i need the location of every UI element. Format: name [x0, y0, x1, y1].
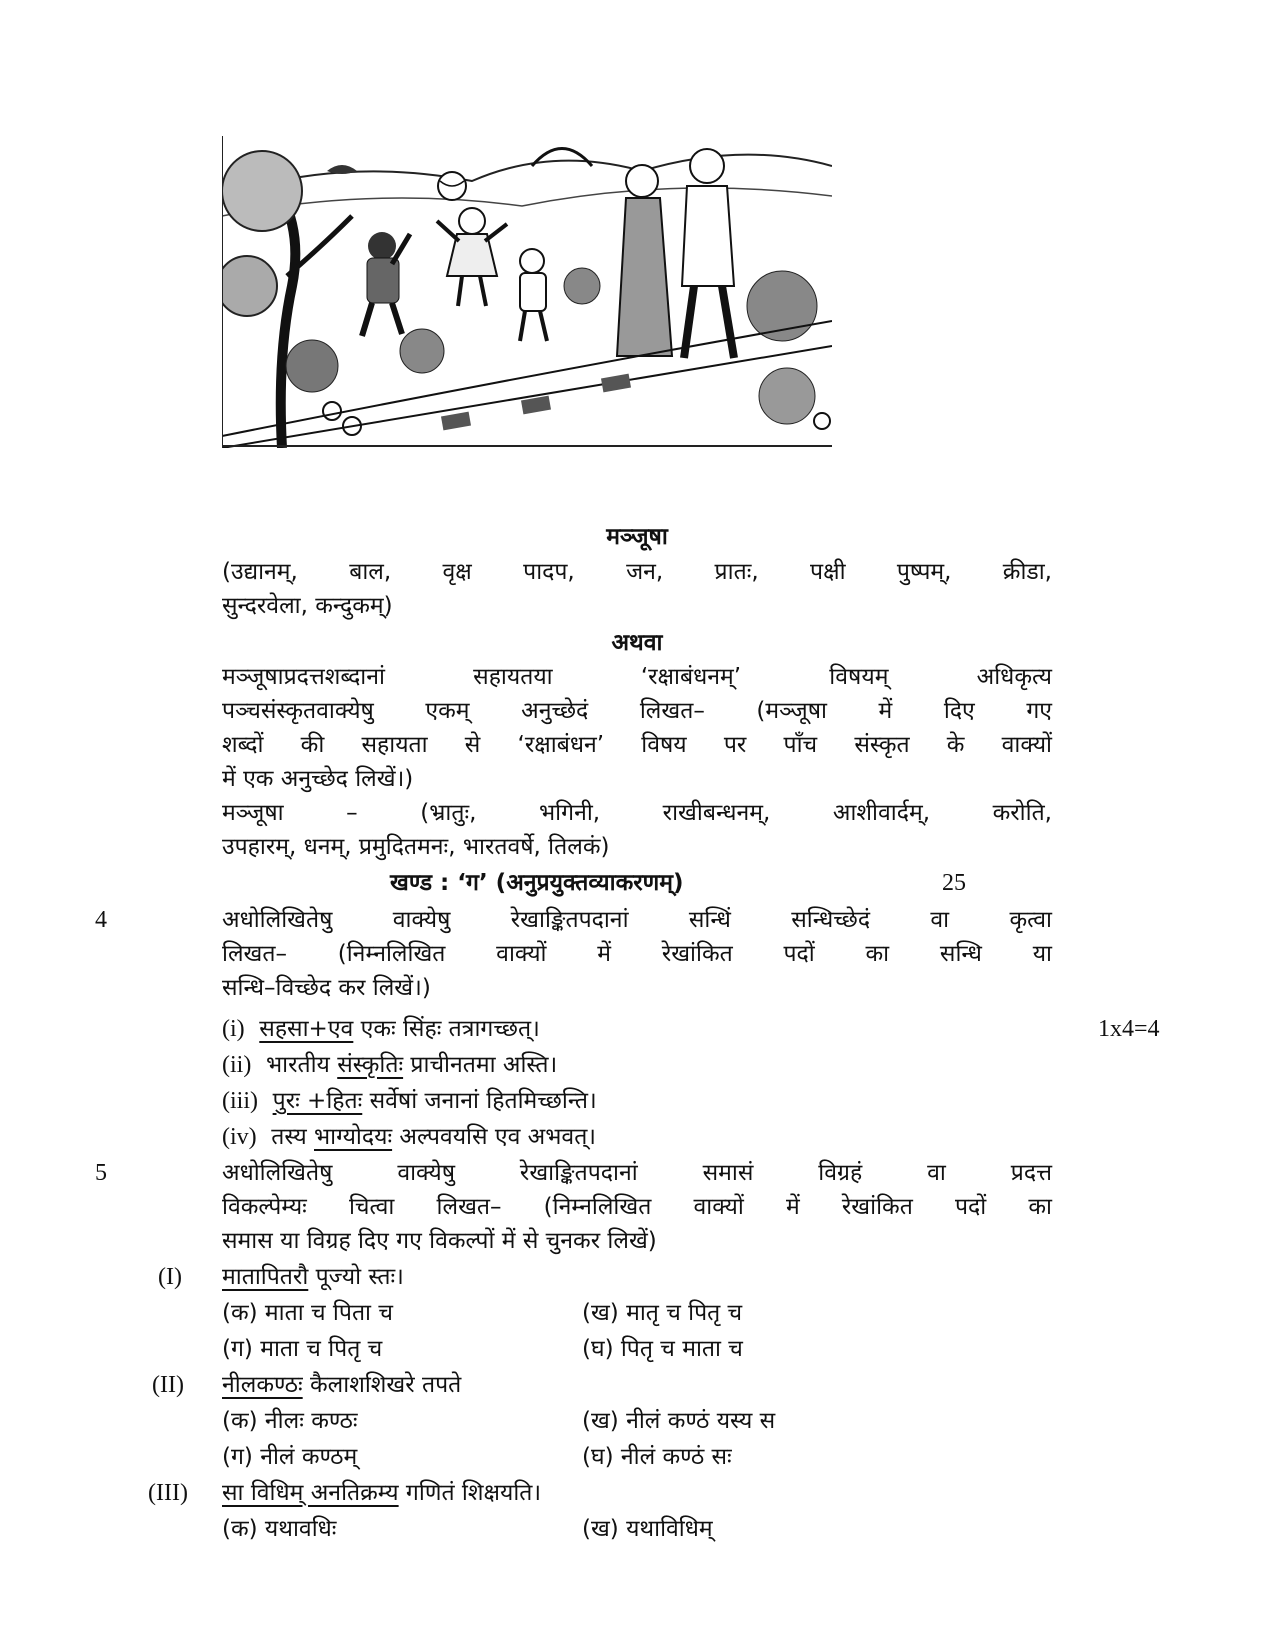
manjusha-heading: मञ्जूषा [606, 524, 668, 550]
question-5-item [222, 1476, 541, 1510]
option-d: (घ) नीलं कण्ठं सः [582, 1444, 732, 1470]
athava-heading: अथवा [611, 630, 663, 656]
question-4-line2: लिखत– (निम्नलिखित वाक्यों में रेखांकित पदों का सन्धि या [222, 941, 1052, 967]
manjusha-words-line1: (उद्यानम्, बाल, वृक्ष पादप, जन, प्रातः, पक्षी पुष्पम्, क्रीडा, [222, 559, 1052, 585]
question-4-item [222, 1120, 596, 1154]
item-label: (I) [158, 1264, 182, 1290]
raksha-instruction-line4: में एक अनुच्छेद लिखें।) [222, 766, 414, 792]
option-b: (ख) नीलं कण्ठं यस्य स [582, 1408, 776, 1434]
item-label: (iii) [222, 1088, 258, 1114]
item-text: तस्य [271, 1124, 314, 1150]
item-text: गणितं शिक्षयति। [398, 1480, 542, 1506]
raksha-manjusha-line1: मञ्जूषा – (भ्रातुः, भगिनी, राखीबन्धनम्, आशीवार्दम्, करोति, [222, 800, 1052, 826]
option-d: (घ) पितृ च माता च [582, 1336, 743, 1362]
section-marks: 25 [942, 870, 966, 896]
section-title: खण्ड : ‘ग’ (अनुप्रयुक्तव्याकरणम्) [390, 870, 684, 896]
question-4-line3: सन्धि–विच्छेद कर लिखें।) [222, 975, 431, 1001]
item-text: अल्पवयसि एव अभवत्। [392, 1124, 597, 1150]
item-text: सर्वेषां जनानां हितमिच्छन्ति। [362, 1088, 597, 1114]
garden-illustration [222, 136, 832, 448]
item-text: एकः सिंहः तत्रागच्छत्। [353, 1016, 540, 1042]
underlined-word: सहसा+एव [259, 1016, 354, 1042]
question-5-item [222, 1260, 404, 1294]
raksha-instruction-line2: पञ्चसंस्कृतवाक्येषु एकम् अनुच्छेदं लिखत– (मञ्जूषा में दिए गए [222, 698, 1052, 724]
underlined-word: पुरः +हितः [272, 1088, 363, 1114]
item-text: कैलाशशिखरे तपते [302, 1372, 462, 1398]
option-b: (ख) यथाविधिम् [582, 1516, 713, 1542]
question-4-item [222, 1084, 597, 1118]
item-label: (iv) [222, 1124, 257, 1150]
question-4-item [222, 1048, 557, 1082]
raksha-manjusha-line2: उपहारम्, धनम्, प्रमुदितमनः, भारतवर्षे, तिलकं) [222, 834, 610, 860]
option-c: (ग) माता च पितृ च [222, 1336, 383, 1362]
raksha-instruction-line1: मञ्जूषाप्रदत्तशब्दानां सहायतया ‘रक्षाबंधनम्’ विषयम् अधिकृत्य [222, 664, 1052, 690]
question-4-marks: 1x4=4 [1098, 1016, 1160, 1042]
item-text: भारतीय [265, 1052, 338, 1078]
underlined-word: सा विधिम् अनतिक्रम्य [222, 1480, 399, 1506]
question-5-item [222, 1368, 461, 1402]
item-label: (ii) [222, 1052, 252, 1078]
question-4-line1: अधोलिखितेषु वाक्येषु रेखाङ्कितपदानां सन्धिं सन्धिच्छेदं वा कृत्वा [222, 907, 1052, 933]
raksha-instruction-line3: शब्दों की सहायता से ‘रक्षाबंधन’ विषय पर पाँच संस्कृत के वाक्यों [222, 732, 1052, 758]
question-4-number: 4 [95, 907, 107, 933]
item-text: प्राचीनतमा अस्ति। [403, 1052, 558, 1078]
underlined-word: नीलकण्ठः [222, 1372, 303, 1398]
question-5-line3: समास या विग्रह दिए गए विकल्पों में से चुनकर लिखें) [222, 1228, 657, 1254]
option-c: (ग) नीलं कण्ठम् [222, 1444, 358, 1470]
item-label: (i) [222, 1016, 245, 1042]
question-5-line2: विकल्पेम्यः चित्वा लिखत– (निम्नलिखित वाक्यों में रेखांकित पदों का [222, 1194, 1052, 1220]
question-5-line1: अधोलिखितेषु वाक्येषु रेखाङ्कितपदानां समासं विग्रहं वा प्रदत्त [222, 1160, 1052, 1186]
option-b: (ख) मातृ च पितृ च [582, 1300, 743, 1326]
underlined-word: संस्कृतिः [337, 1052, 404, 1078]
option-a: (क) यथावधिः [222, 1516, 337, 1542]
option-a: (क) नीलः कण्ठः [222, 1408, 358, 1434]
underlined-word: भाग्योदयः [314, 1124, 393, 1150]
underlined-word: मातापितरौ [222, 1264, 309, 1290]
manjusha-words-line2: सुन्दरवेला, कन्दुकम्) [222, 593, 393, 619]
item-text: पूज्यो स्तः। [308, 1264, 404, 1290]
question-4-item [222, 1012, 540, 1046]
option-a: (क) माता च पिता च [222, 1300, 393, 1326]
item-label: (III) [148, 1480, 188, 1506]
question-5-number: 5 [95, 1160, 107, 1186]
item-label: (II) [152, 1372, 184, 1398]
